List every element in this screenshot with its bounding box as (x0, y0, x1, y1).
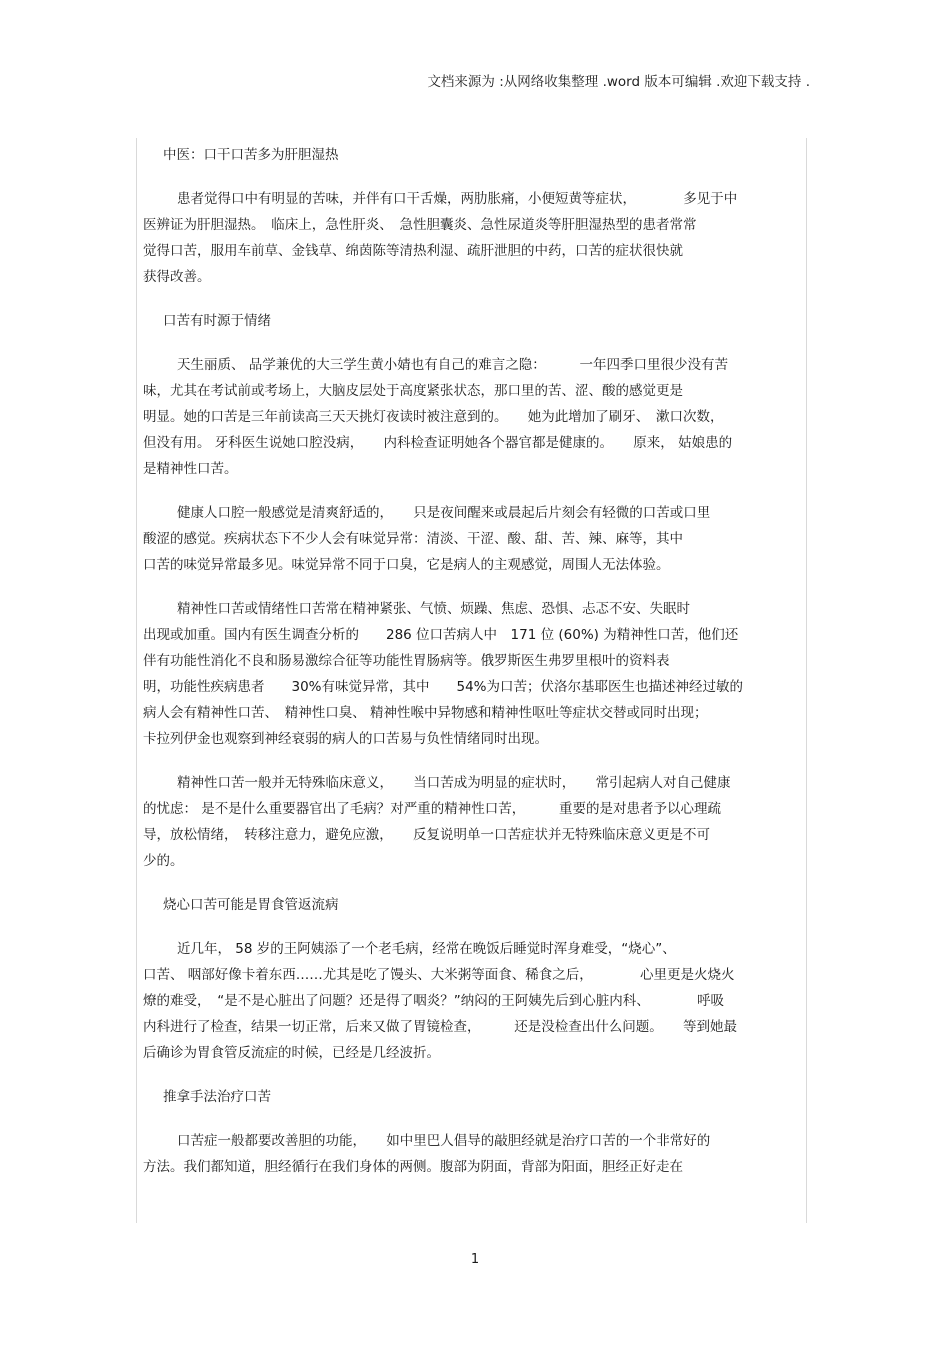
text-line: 精神性口苦一般并无特殊临床意义， 当口苦成为明显的症状时， 常引起病人对自己健康 (177, 775, 731, 791)
page-number: 1 (470, 1252, 480, 1267)
section-heading (143, 892, 806, 918)
paragraph (143, 500, 806, 578)
text-line: 医辨证为肝胆湿热。 临床上，急性肝炎、 急性胆囊炎、急性尿道炎等肝胆湿热型的患者常常 (143, 217, 697, 233)
document-body (143, 142, 806, 1198)
text-line: 是精神性口苦。 (143, 461, 238, 477)
text-line: 近几年， 58 岁的王阿姨添了一个老毛病，经常在晚饭后睡觉时浑身难受，“烧心”、 (177, 941, 676, 957)
text-line: 后确诊为胃食管反流症的时候，已经是几经波折。 (143, 1045, 440, 1061)
text-line: 患者觉得口中有明显的苦味，并伴有口干舌燥，两肋胀痛，小便短黄等症状， 多见于中 (177, 191, 738, 207)
text-line: 精神性口苦或情绪性口苦常在精神紧张、气愤、烦躁、焦虑、恐惧、忐忑不安、失眠时 (177, 601, 690, 617)
section-heading (143, 308, 806, 334)
text-line: 内科进行了检查，结果一切正常，后来又做了胃镜检查， 还是没检查出什么问题。 等到她最 (143, 1019, 737, 1035)
paragraph (143, 1128, 806, 1180)
text-line: 出现或加重。国内有医生调查分析的 286 位口苦病人中 171 位 (60%) 为精神性口苦，他们还 (143, 627, 739, 643)
text-line: 的忧虑： 是不是什么重要器官出了毛病？对严重的精神性口苦， 重要的是对患者予以心理疏 (143, 801, 722, 817)
text-line: 导，放松情绪， 转移注意力，避免应激， 反复说明单一口苦症状并无特殊临床意义更是不可 (143, 827, 710, 843)
text-line: 口苦的味觉异常最多见。味觉异常不同于口臭，它是病人的主观感觉，周围人无法体验。 (143, 557, 670, 573)
text-line: 天生丽质、 品学兼优的大三学生黄小婧也有自己的难言之隐： 一年四季口里很少没有苦 (177, 357, 729, 373)
paragraph (143, 936, 806, 1066)
text-line: 但没有用。 牙科医生说她口腔没病， 内科检查证明她各个器官都是健康的。 原来， 姑娘患的 (143, 435, 733, 451)
text-line: 少的。 (143, 853, 184, 869)
paragraph (143, 596, 806, 752)
section-heading (143, 142, 806, 168)
text-line: 味，尤其在考试前或考场上，大脑皮层处于高度紧张状态，那口里的苦、涩、酸的感觉更是 (143, 383, 683, 399)
text-line: 觉得口苦，服用车前草、金钱草、绵茵陈等清热利湿、疏肝泄胆的中药，口苦的症状很快就 (143, 243, 683, 259)
text-line: 口苦症一般都要改善胆的功能， 如中里巴人倡导的敲胆经就是治疗口苦的一个非常好的 (177, 1133, 711, 1149)
text-line: 口苦有时源于情绪 (163, 313, 271, 329)
paragraph (143, 770, 806, 874)
left-margin-line (136, 138, 137, 1223)
text-line: 推拿手法治疗口苦 (163, 1089, 271, 1105)
text-line: 病人会有精神性口苦、 精神性口臭、 精神性喉中异物感和精神性呕吐等症状交替或同时出现； (143, 705, 708, 721)
paragraph (143, 352, 806, 482)
text-line: 卡拉列伊金也观察到神经衰弱的病人的口苦易与负性情绪同时出现。 (143, 731, 548, 747)
text-line: 健康人口腔一般感觉是清爽舒适的， 只是夜间醒来或晨起后片刻会有轻微的口苦或口里 (177, 505, 711, 521)
right-margin-line (806, 138, 807, 1223)
text-line: 明，功能性疾病患者 30%有味觉异常，其中 54%为口苦；伏洛尔基耶医生也描述神经过敏的 (143, 679, 744, 695)
text-line: 燎的难受， “是不是心脏出了问题？还是得了咽炎？”纳闷的王阿姨先后到心脏内科、 呼吸 (143, 993, 724, 1009)
text-line: 口苦、 咽部好像卡着东西……尤其是吃了馒头、大米粥等面食、稀食之后， 心里更是火烧火 (143, 967, 735, 983)
section-heading (143, 1084, 806, 1110)
text-line: 明显。她的口苦是三年前读高三天天挑灯夜读时被注意到的。 她为此增加了刷牙、 漱口次数， (143, 409, 724, 425)
document-source-header: 文档来源为 :从网络收集整理 .word 版本可编辑 .欢迎下载支持 . (427, 74, 810, 90)
text-line: 获得改善。 (143, 269, 211, 285)
text-line: 中医：口干口苦多为肝胆湿热 (163, 147, 339, 163)
text-line: 伴有功能性消化不良和肠易激综合征等功能性胃肠病等。俄罗斯医生弗罗里根叶的资料表 (143, 653, 670, 669)
text-line: 烧心口苦可能是胃食管返流病 (163, 897, 339, 913)
text-line: 方法。我们都知道，胆经循行在我们身体的两侧。腹部为阴面，背部为阳面，胆经正好走在 (143, 1159, 683, 1175)
text-line: 酸涩的感觉。疾病状态下不少人会有味觉异常：清淡、干涩、酸、甜、苦、辣、麻等，其中 (143, 531, 683, 547)
paragraph (143, 186, 806, 290)
